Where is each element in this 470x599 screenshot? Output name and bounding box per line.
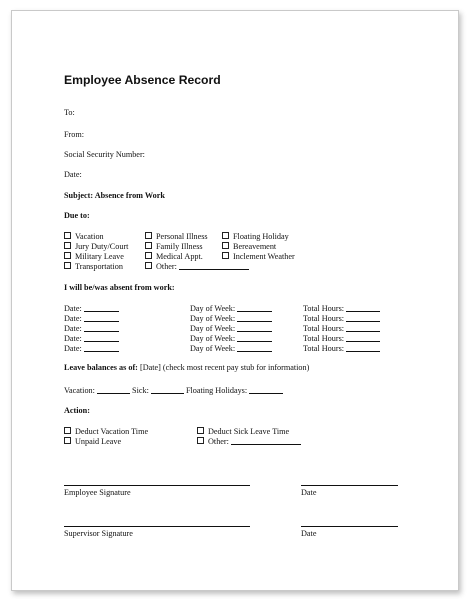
option-label: Other:: [156, 262, 177, 271]
checkbox-icon[interactable]: [145, 262, 152, 269]
vacation-label: Vacation:: [64, 386, 95, 395]
hours-label: Total Hours:: [303, 344, 345, 353]
option-label: Deduct Sick Leave Time: [208, 427, 290, 436]
action-heading: Action:: [64, 406, 90, 415]
supervisor-date-label: Date: [301, 529, 317, 538]
date-blank[interactable]: [84, 324, 119, 332]
dow-label: Day of Week:: [190, 324, 236, 333]
document-page: [11, 10, 459, 591]
checkbox-icon[interactable]: [222, 252, 229, 259]
employee-date-label: Date: [301, 488, 317, 497]
date-label: Date:: [64, 324, 82, 333]
due-to-col-3: [222, 232, 295, 262]
option-label: Unpaid Leave: [75, 437, 122, 446]
hours-label: Total Hours:: [303, 334, 345, 343]
to-field: To:: [64, 108, 75, 117]
absence-dow-column: [190, 304, 272, 354]
subject-line: Subject: Absence from Work: [64, 191, 165, 200]
checkbox-option[interactable]: [222, 252, 295, 262]
due-to-heading: Due to:: [64, 211, 90, 220]
leave-balances-row: [64, 386, 283, 395]
dow-label: Day of Week:: [190, 314, 236, 323]
hours-blank[interactable]: [346, 304, 380, 312]
dow-blank[interactable]: [237, 324, 272, 332]
checkbox-icon[interactable]: [64, 252, 71, 259]
date-field: Date:: [64, 170, 82, 179]
due-to-col-1: [64, 232, 128, 272]
hours-label: Total Hours:: [303, 304, 345, 313]
date-label: Date:: [64, 334, 82, 343]
hours-label: Total Hours:: [303, 314, 345, 323]
date-blank[interactable]: [84, 334, 119, 342]
checkbox-icon[interactable]: [145, 232, 152, 239]
checkbox-icon[interactable]: [222, 242, 229, 249]
hours-label: Total Hours:: [303, 324, 345, 333]
absence-date-column: [64, 304, 119, 354]
checkbox-option[interactable]: [197, 427, 301, 437]
checkbox-option[interactable]: [64, 252, 128, 262]
checkbox-option[interactable]: [64, 242, 128, 252]
date-blank[interactable]: [84, 304, 119, 312]
option-label: Medical Appt.: [156, 252, 203, 261]
option-label: Family Illness: [156, 242, 203, 251]
checkbox-option[interactable]: [222, 242, 295, 252]
other-reason-blank[interactable]: [179, 262, 249, 270]
checkbox-icon[interactable]: [64, 242, 71, 249]
date-blank[interactable]: [84, 344, 119, 352]
sick-label: Sick:: [132, 386, 149, 395]
form-title: Employee Absence Record: [64, 73, 221, 87]
sick-blank[interactable]: [151, 386, 184, 394]
employee-signature-line[interactable]: [64, 485, 250, 486]
action-col-2: [197, 427, 301, 447]
dow-label: Day of Week:: [190, 304, 236, 313]
leave-heading-bold: Leave balances as of:: [64, 363, 138, 372]
option-label: Bereavement: [233, 242, 277, 251]
checkbox-option[interactable]: [197, 437, 301, 447]
supervisor-signature-label: Supervisor Signature: [64, 529, 133, 538]
leave-balances-heading: [64, 364, 309, 372]
checkbox-icon[interactable]: [145, 242, 152, 249]
option-label: Inclement Weather: [233, 252, 295, 261]
option-label: Personal Illness: [156, 232, 208, 241]
checkbox-option[interactable]: [64, 437, 148, 447]
dow-label: Day of Week:: [190, 334, 236, 343]
option-label: Floating Holiday: [233, 232, 289, 241]
dow-blank[interactable]: [237, 344, 272, 352]
dow-label: Day of Week:: [190, 344, 236, 353]
floating-holidays-label: Floating Holidays:: [185, 386, 248, 395]
checkbox-icon[interactable]: [64, 437, 71, 444]
vacation-blank[interactable]: [97, 386, 130, 394]
date-label: Date:: [64, 304, 82, 313]
checkbox-icon[interactable]: [222, 232, 229, 239]
hours-blank[interactable]: [346, 314, 380, 322]
floating-holidays-blank[interactable]: [249, 386, 283, 394]
leave-heading-note: [Date] (check most recent pay stub for information): [137, 363, 310, 372]
checkbox-icon[interactable]: [197, 427, 204, 434]
option-label: Jury Duty/Court: [75, 242, 129, 251]
checkbox-option[interactable]: [64, 232, 128, 242]
checkbox-icon[interactable]: [197, 437, 204, 444]
absence-hours-column: [303, 304, 380, 354]
ssn-field: Social Security Number:: [64, 150, 145, 159]
action-col-1: [64, 427, 148, 447]
option-label: Military Leave: [75, 252, 124, 261]
other-action-blank[interactable]: [231, 437, 301, 445]
supervisor-date-line[interactable]: [301, 526, 398, 527]
dow-blank[interactable]: [237, 334, 272, 342]
date-label: Date:: [64, 344, 82, 353]
date-blank[interactable]: [84, 314, 119, 322]
hours-blank[interactable]: [346, 344, 380, 352]
checkbox-option[interactable]: [64, 427, 148, 437]
option-label: Vacation: [75, 232, 104, 241]
checkbox-icon[interactable]: [145, 252, 152, 259]
date-label: Date:: [64, 314, 82, 323]
checkbox-icon[interactable]: [64, 427, 71, 434]
option-label: Transportation: [75, 262, 123, 271]
checkbox-option[interactable]: [64, 262, 128, 272]
employee-signature-label: Employee Signature: [64, 488, 131, 497]
supervisor-signature-line[interactable]: [64, 526, 250, 527]
dow-blank[interactable]: [237, 304, 272, 312]
checkbox-option[interactable]: [145, 262, 249, 272]
hours-blank[interactable]: [346, 334, 380, 342]
checkbox-option[interactable]: [222, 232, 295, 242]
option-label: Deduct Vacation Time: [75, 427, 149, 436]
from-field: From:: [64, 130, 85, 139]
checkbox-icon[interactable]: [64, 232, 71, 239]
hours-blank[interactable]: [346, 324, 380, 332]
option-label: Other:: [208, 437, 229, 446]
employee-date-line[interactable]: [301, 485, 398, 486]
absent-heading: I will be/was absent from work:: [64, 283, 175, 292]
checkbox-icon[interactable]: [64, 262, 71, 269]
dow-blank[interactable]: [237, 314, 272, 322]
